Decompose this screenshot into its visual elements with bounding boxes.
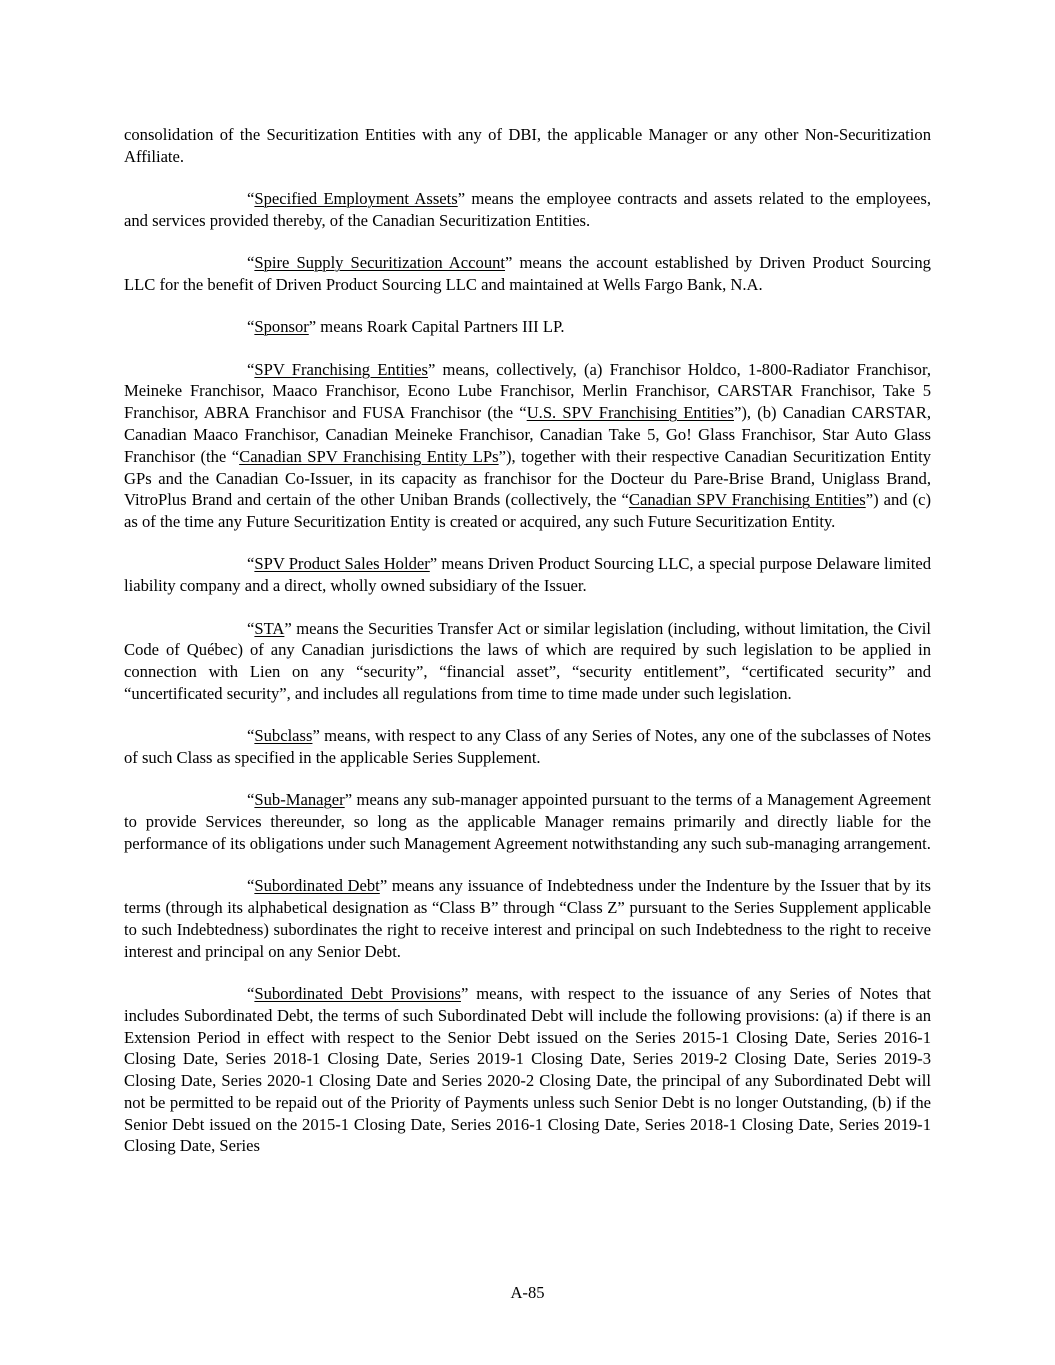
defined-term: Sub-Manager	[254, 790, 345, 810]
defined-term: Canadian SPV Franchising Entity LPs	[239, 446, 499, 466]
definition-text: “	[247, 790, 255, 810]
definition-text: ”) and (c) as of the time any Future Securitization Entity is created or acquired, any such Future Securitization Entity.	[124, 490, 931, 532]
defined-term: SPV Product Sales Holder	[254, 554, 430, 574]
definition-text: “	[247, 618, 255, 638]
page-number: A-85	[510, 1283, 545, 1302]
defined-term: U.S. SPV Franchising Entities	[526, 403, 734, 423]
document-page	[124, 124, 931, 1178]
defined-term: SPV Franchising Entities	[254, 359, 428, 379]
defined-term: Subclass	[254, 726, 313, 746]
definition-text: ”), together with their respective Canadian Securitization Entity GPs and the Canadian Co-Issuer, in its capacity as franchisor for the Docteur du Pare-Brise Brand, Uniglass Brand, VitroPlus Brand and certain of the other Uniban Brands (collectively, the “	[124, 446, 932, 510]
definition-paragraph	[124, 252, 931, 296]
definition-paragraph	[124, 875, 931, 962]
definition-text: “	[247, 317, 255, 337]
definition-text: “	[247, 726, 255, 746]
definition-text: “	[247, 554, 255, 574]
definition-text: ” means the account established by Driven Product Sourcing LLC for the benefit of Driven Product Sourcing LLC and maintained at Wells Fargo Bank, N.A.	[124, 253, 931, 294]
definition-text: ” means Roark Capital Partners III LP.	[308, 317, 565, 337]
definitions-section	[124, 124, 931, 1157]
definition-text: “	[247, 983, 255, 1003]
definition-paragraph	[124, 316, 931, 338]
definition-text: consolidation of the Securitization Entities with any of DBI, the applicable Manager or any other Non-Securitization Affiliate.	[124, 125, 931, 166]
definition-text: ” means, with respect to the issuance of any Series of Notes that includes Subordinated Debt, the terms of such Subordinated Debt will include the following provisions: (a) if there is an Extension Period in effect with respect to the Senior Debt issued on the Series 2015-1 Closing Date, Series 2016-1 Closing Date, Series 2018-1 Closing Date, Series 2019-1 Closing Date, Series 2019-2 Closing Date, Series 2019-3 Closing Date, Series 2020-1 Closing Date and Series 2020-2 Closing Date, the principal of any Subordinated Debt will not be permitted to be repaid out of the Priority of Payments unless such Senior Debt is no longer Outstanding, (b) if the Senior Debt issued on the 2015-1 Closing Date, Series 2016-1 Closing Date, Series 2018-1 Closing Date, Series 2019-1 Closing Date, Series	[124, 983, 931, 1156]
definition-text: ” means any sub-manager appointed pursuant to the terms of a Management Agreement to provide Services thereunder, so long as the applicable Manager remains primarily and directly liable for the performance of its obligations under such Management Agreement notwithstanding any such sub-managing arrangement.	[124, 790, 931, 853]
definition-paragraph	[124, 618, 931, 705]
definition-paragraph	[124, 725, 931, 769]
definition-text: “	[247, 876, 255, 896]
defined-term: Subordinated Debt Provisions	[254, 983, 461, 1003]
definition-text: ” means, with respect to any Class of any Series of Notes, any one of the subclasses of Notes of such Class as specified in the applicable Series Supplement.	[124, 726, 931, 768]
defined-term: Canadian SPV Franchising Entities	[628, 490, 866, 510]
continued-paragraph	[124, 124, 931, 168]
definition-text: “	[247, 253, 255, 273]
definition-paragraph	[124, 553, 931, 597]
definition-text: ” means any issuance of Indebtedness under the Indenture by the Issuer that by its terms (through its alphabetical designation as “Class B” through “Class Z” pursuant to the Series Supplement applicable to such Indebtedness) subordinates the right to receive interest and principal on such Indebtedness to the right to receive interest and principal on any Senior Debt.	[124, 876, 931, 961]
definition-paragraph	[124, 983, 931, 1157]
definition-paragraph	[124, 359, 931, 533]
definition-text: “	[247, 189, 255, 209]
definition-text: ” means the employee contracts and assets related to the employees, and services provided thereby, of the Canadian Securitization Entities.	[124, 189, 931, 230]
defined-term: Sponsor	[254, 317, 309, 337]
defined-term: Specified Employment Assets	[254, 189, 458, 209]
defined-term: STA	[254, 618, 285, 638]
definition-text: ”), (b) Canadian CARSTAR, Canadian Maaco Franchisor, Canadian Meineke Franchisor, Canadian Take 5, Go! Glass Franchisor, Star Auto Glass Franchisor (the “	[124, 403, 931, 466]
definition-paragraph	[124, 789, 931, 854]
defined-term: Spire Supply Securitization Account	[254, 253, 506, 273]
defined-term: Subordinated Debt	[254, 876, 380, 896]
definition-text: ” means the Securities Transfer Act or similar legislation (including, without limitation, the Civil Code of Québec) of any Canadian jurisdictions the laws of which are required by such legislation to be applied in connection with Lien on any “security”, “financial asset”, “security entitlement”, “certificated security” and “uncertificated security”, and includes all regulations from time to time made under such legislation.	[124, 618, 931, 703]
definition-text: “	[247, 359, 255, 379]
definition-paragraph	[124, 188, 931, 232]
definition-text: ” means Driven Product Sourcing LLC, a special purpose Delaware limited liability company and a direct, wholly owned subsidiary of the Issuer.	[124, 554, 931, 596]
definition-text: ” means, collectively, (a) Franchisor Holdco, 1-800-Radiator Franchisor, Meineke Franchisor, Maaco Franchisor, Econo Lube Franchisor, Merlin Franchisor, CARSTAR Franchisor, Take 5 Franchisor, ABRA Franchisor and FUSA Franchisor (the “	[124, 359, 931, 423]
